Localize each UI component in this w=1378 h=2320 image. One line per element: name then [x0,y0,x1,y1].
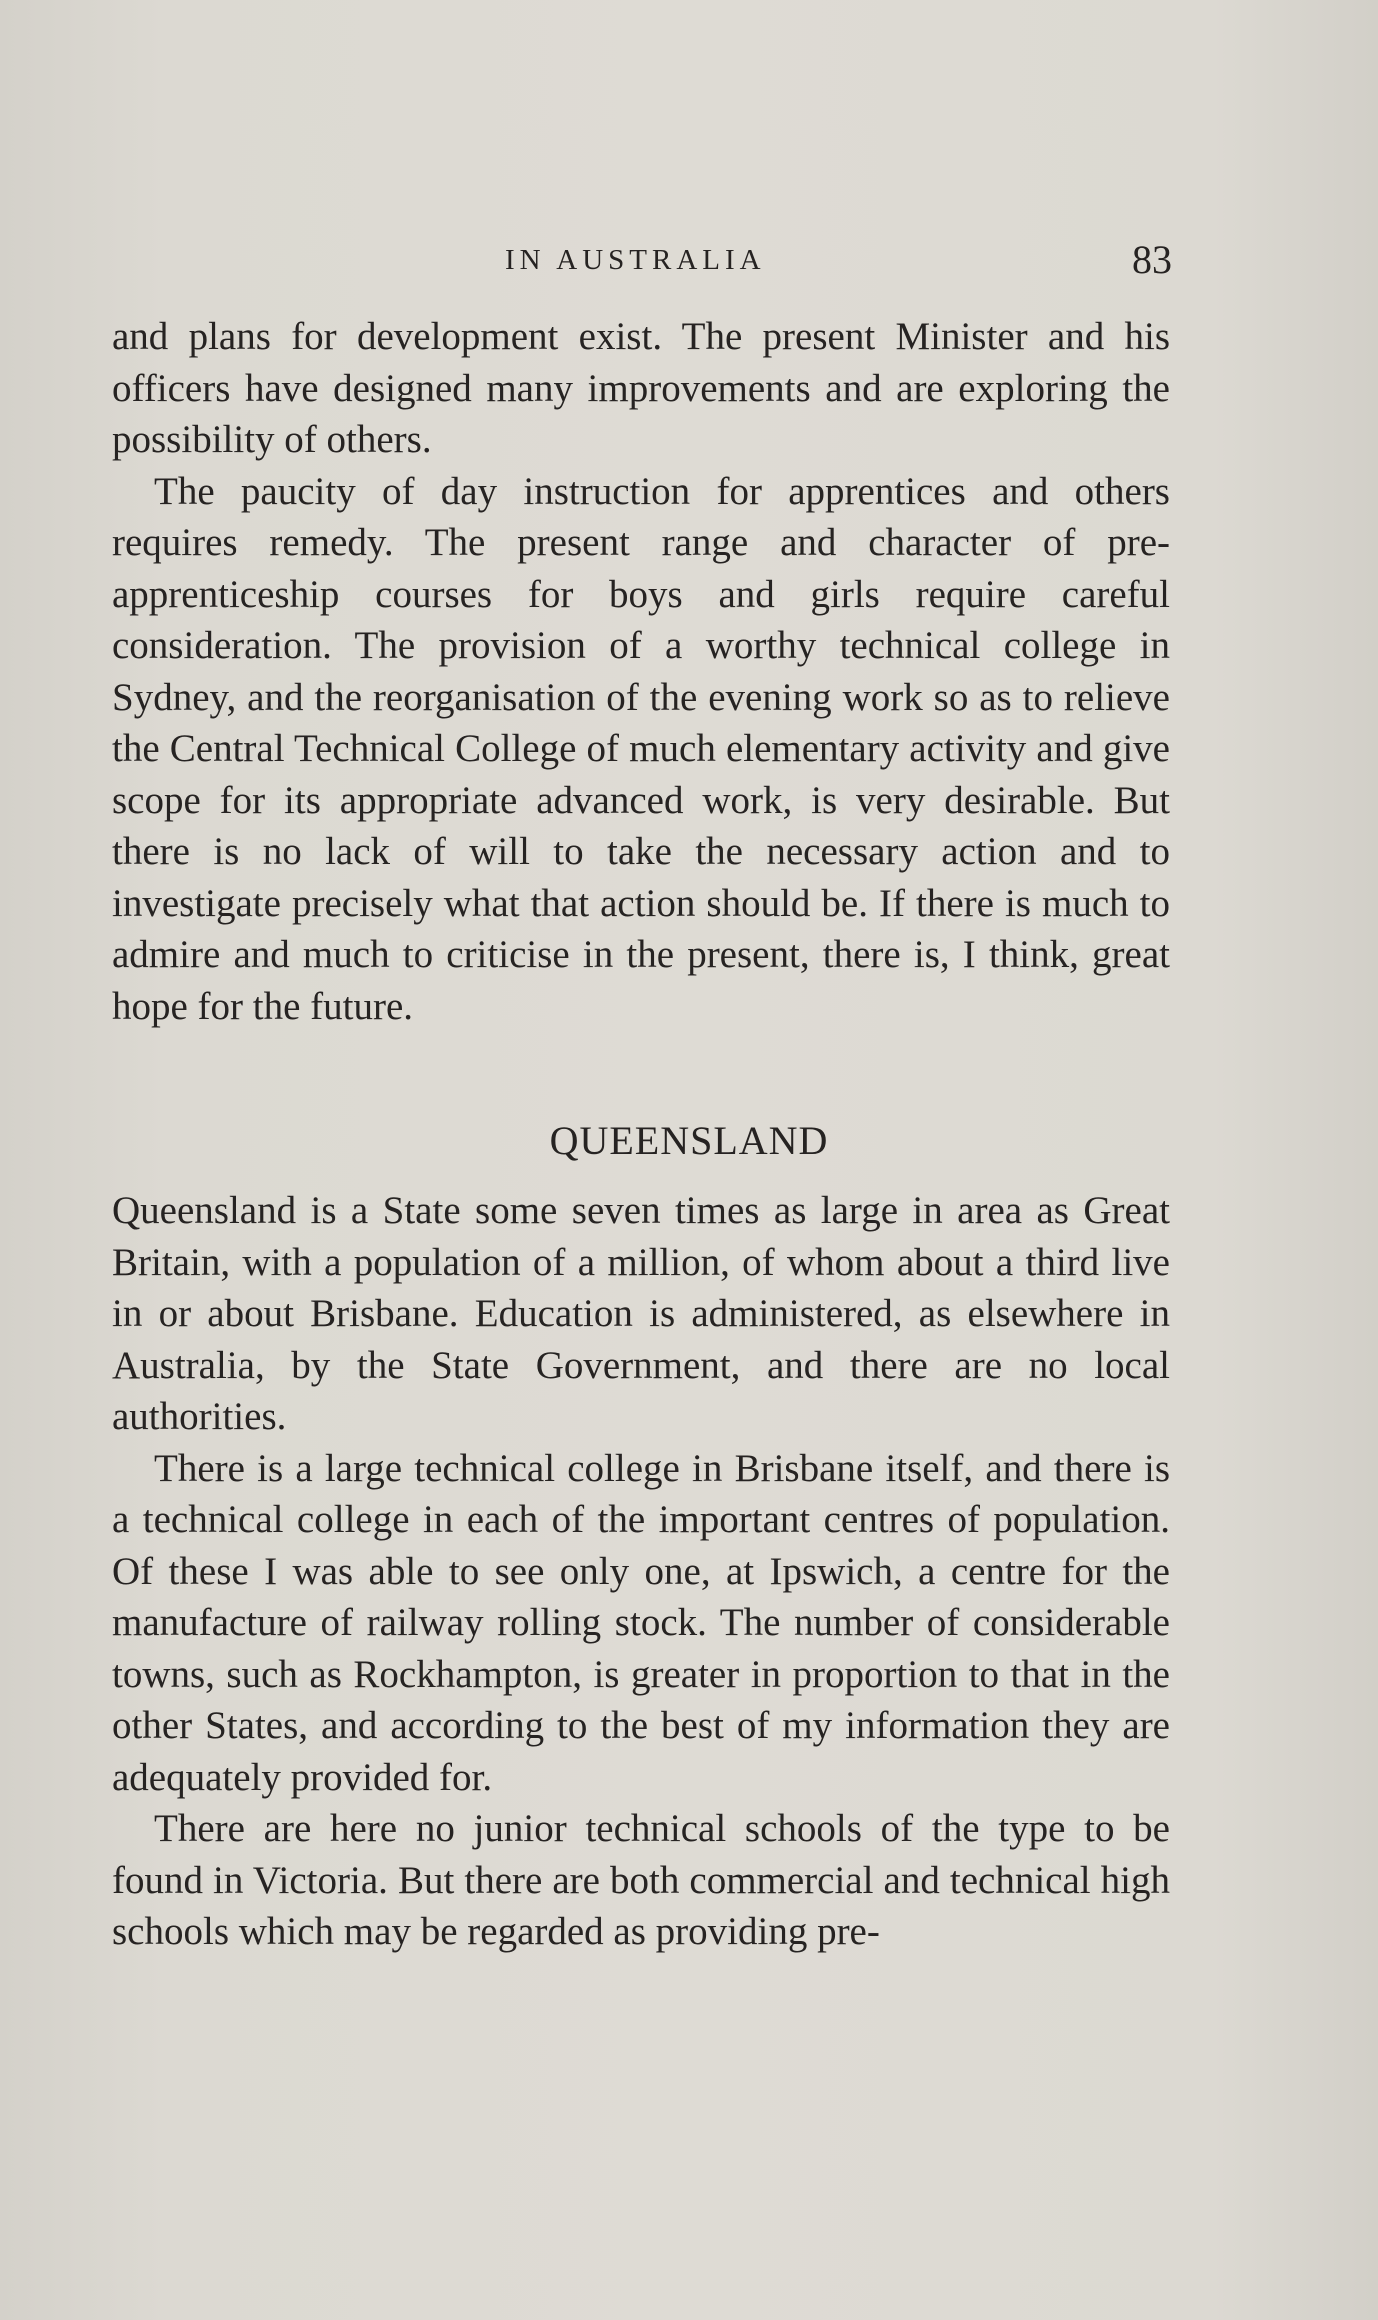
section-heading: QUEENSLAND [549,1118,829,1163]
continued-text [112,311,1170,1032]
paragraph: There are here no junior technical schools of the type to be found in Victoria. But there are both commercial and technical high schools which may be regarded as providing pre- [112,1807,1170,1953]
section-body [112,1185,1170,1958]
paragraph: Queensland is a State some seven times as large in area as Great Britain, with a population of a million, of whom about a third live in or about Brisbane. Education is administered, as elsewhere in Australia, by the State Government, and there are no local authorities. [112,1189,1170,1438]
paragraph-continued: and plans for development exist. The present Minister and his officers have designed many improvements and are exploring the possibility of others. [112,315,1170,461]
running-title: IN AUSTRALIA [505,244,766,276]
running-head [0,236,1378,286]
page-number: 83 [1132,237,1172,282]
paragraph: There is a large technical college in Brisbane itself, and there is a technical college in each of the important centres of population. Of these I was able to see only one, at Ipswich, a centre for the manufacture of railway rolling stock. The number of considerable towns, such as Rockhampton, is greater in proportion to that in the other States, and according to the best of my information they are adequately provided for. [112,1446,1170,1799]
paragraph: The paucity of day instruction for apprentices and others requires remedy. The present range and character of pre-apprenticeship courses for boys and girls require careful consideration. The provision of a worthy technical college in Sydney, and the reorganisation of the evening work so as to relieve the Central Technical College of much elementary activity and give scope for its appropriate advanced work, is very desirable. But there is no lack of will to take the necessary action and to investigate precisely what that action should be. If there is much to admire and much to criticise in the present, there is, I think, great hope for the future. [112,469,1170,1028]
